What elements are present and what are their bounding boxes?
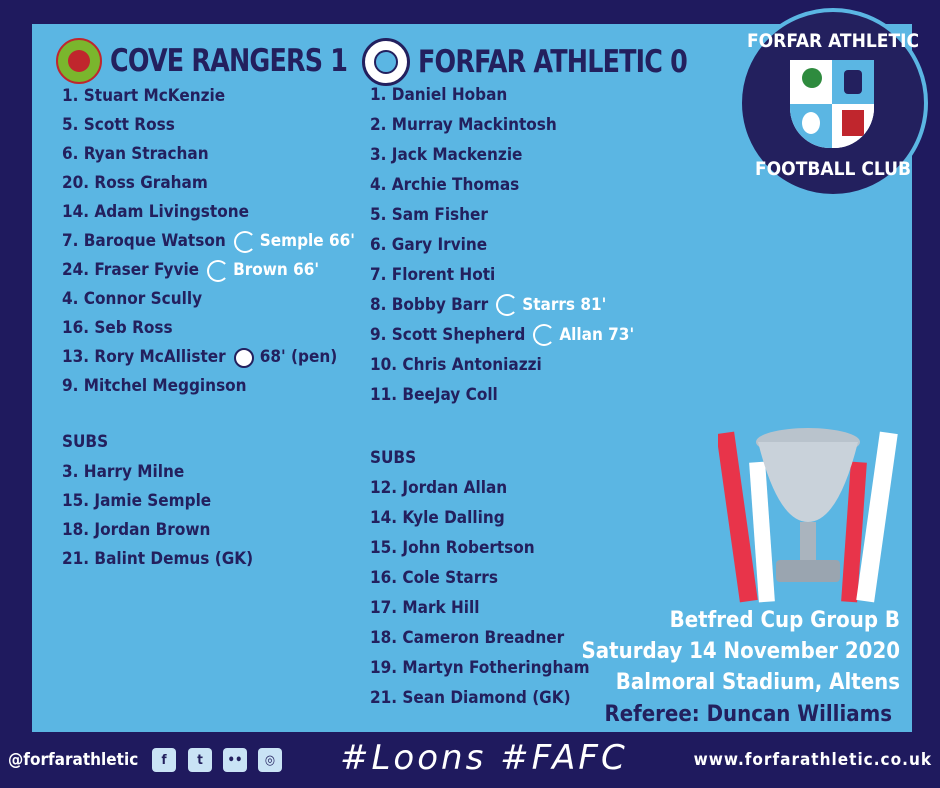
player-row xyxy=(370,380,634,410)
sub-row: 14. Kyle Dalling xyxy=(370,508,505,528)
player-row xyxy=(370,170,634,200)
player-name: 4. Archie Thomas xyxy=(370,175,520,195)
player-name: 6. Gary Irvine xyxy=(370,235,488,255)
player-name: 7. Florent Hoti xyxy=(370,265,496,285)
player-row xyxy=(370,80,634,110)
sub-row: 21. Balint Demus (GK) xyxy=(62,549,254,569)
player-name: 6. Ryan Strachan xyxy=(62,144,209,164)
betfred-cup-trophy-icon xyxy=(718,412,898,612)
player-row xyxy=(62,343,355,372)
player-name: 1. Stuart McKenzie xyxy=(62,86,226,106)
substitution-icon xyxy=(533,324,555,346)
away-subs-list xyxy=(370,473,590,713)
substitute-name: Semple 66' xyxy=(259,231,355,251)
sub-row: 15. John Robertson xyxy=(370,538,535,558)
away-team-header xyxy=(362,38,746,86)
sub-row: 12. Jordan Allan xyxy=(370,478,508,498)
twitter-icon[interactable]: t xyxy=(188,748,212,772)
player-name: 1. Daniel Hoban xyxy=(370,85,508,105)
player-row xyxy=(370,110,634,140)
player-row xyxy=(62,372,355,401)
castle-quarter xyxy=(832,104,874,148)
substitute-name: Starrs 81' xyxy=(522,295,607,315)
away-lineup xyxy=(370,80,634,410)
player-row xyxy=(62,82,355,111)
thistle-quarter xyxy=(790,104,832,148)
player-name: 10. Chris Antoniazzi xyxy=(370,355,542,375)
player-name: 3. Jack Mackenzie xyxy=(370,145,523,165)
player-row xyxy=(370,260,634,290)
flickr-icon[interactable]: •• xyxy=(223,748,247,772)
player-row xyxy=(62,198,355,227)
player-name: 9. Mitchel Megginson xyxy=(62,376,247,396)
home-subs-list xyxy=(62,458,253,574)
sub-row: 18. Jordan Brown xyxy=(62,520,211,540)
crest-bottom-text: FOOTBALL CLUB xyxy=(754,158,912,180)
player-row xyxy=(62,227,355,256)
football-icon xyxy=(234,348,254,368)
sub-row: 19. Martyn Fotheringham xyxy=(370,658,590,678)
substitution-icon xyxy=(207,260,229,282)
player-name: 9. Scott Shepherd xyxy=(370,325,526,345)
instagram-icon[interactable]: ◎ xyxy=(258,748,282,772)
social-handle[interactable]: @forfarathletic xyxy=(8,750,139,770)
player-name: 11. BeeJay Coll xyxy=(370,385,498,405)
sub-row: 21. Sean Diamond (GK) xyxy=(370,688,571,708)
stag-quarter xyxy=(832,60,874,104)
match-referee: Referee: Duncan Williams xyxy=(604,702,892,727)
tree-quarter xyxy=(790,60,832,104)
player-name: 16. Seb Ross xyxy=(62,318,173,338)
player-row xyxy=(370,290,634,320)
player-name: 7. Baroque Watson xyxy=(62,231,226,251)
sub-row: 16. Cole Starrs xyxy=(370,568,498,588)
player-name: 4. Connor Scully xyxy=(62,289,203,309)
home-lineup xyxy=(62,82,355,401)
home-team-header xyxy=(56,38,399,84)
player-row xyxy=(62,140,355,169)
player-row xyxy=(370,350,634,380)
match-venue: Balmoral Stadium, Altens xyxy=(615,670,900,695)
player-row xyxy=(370,200,634,230)
facebook-icon[interactable]: f xyxy=(152,748,176,772)
player-row xyxy=(370,230,634,260)
player-name: 13. Rory McAllister xyxy=(62,347,226,367)
substitution-icon xyxy=(234,231,256,253)
match-date: Saturday 14 November 2020 xyxy=(581,639,900,664)
player-row xyxy=(370,320,634,350)
sub-row: 17. Mark Hill xyxy=(370,598,480,618)
sub-row: 18. Cameron Breadner xyxy=(370,628,565,648)
crest-shield xyxy=(790,60,874,148)
player-name: 5. Sam Fisher xyxy=(370,205,488,225)
home-subs-heading: SUBS xyxy=(62,432,109,452)
player-row xyxy=(370,140,634,170)
player-name: 2. Murray Mackintosh xyxy=(370,115,557,135)
player-name: 20. Ross Graham xyxy=(62,173,208,193)
player-row xyxy=(62,169,355,198)
player-name: 14. Adam Livingstone xyxy=(62,202,249,222)
player-row xyxy=(62,111,355,140)
substitute-name: Allan 73' xyxy=(559,325,635,345)
substitute-name: Brown 66' xyxy=(233,260,320,280)
hashtags: #Loons #FAFC xyxy=(340,738,628,778)
cove-rangers-badge-icon xyxy=(56,38,102,84)
player-row xyxy=(62,314,355,343)
player-name: 5. Scott Ross xyxy=(62,115,175,135)
goal-time: 68' (pen) xyxy=(259,347,338,367)
player-row xyxy=(62,256,355,285)
sub-row: 3. Harry Milne xyxy=(62,462,185,482)
website-link[interactable]: www.forfarathletic.co.uk xyxy=(693,750,932,770)
substitution-icon xyxy=(496,294,518,316)
crest-top-text: FORFAR ATHLETIC xyxy=(746,30,920,52)
match-competition: Betfred Cup Group B xyxy=(669,608,900,633)
sub-row: 15. Jamie Semple xyxy=(62,491,212,511)
away-subs-heading: SUBS xyxy=(370,448,417,468)
player-row xyxy=(62,285,355,314)
player-name: 24. Fraser Fyvie xyxy=(62,260,200,280)
home-team-name: COVE RANGERS 1 xyxy=(110,43,348,79)
forfar-badge-icon xyxy=(362,38,410,86)
player-name: 8. Bobby Barr xyxy=(370,295,489,315)
forfar-athletic-crest xyxy=(738,8,928,198)
away-team-name: FORFAR ATHLETIC 0 xyxy=(418,44,688,80)
